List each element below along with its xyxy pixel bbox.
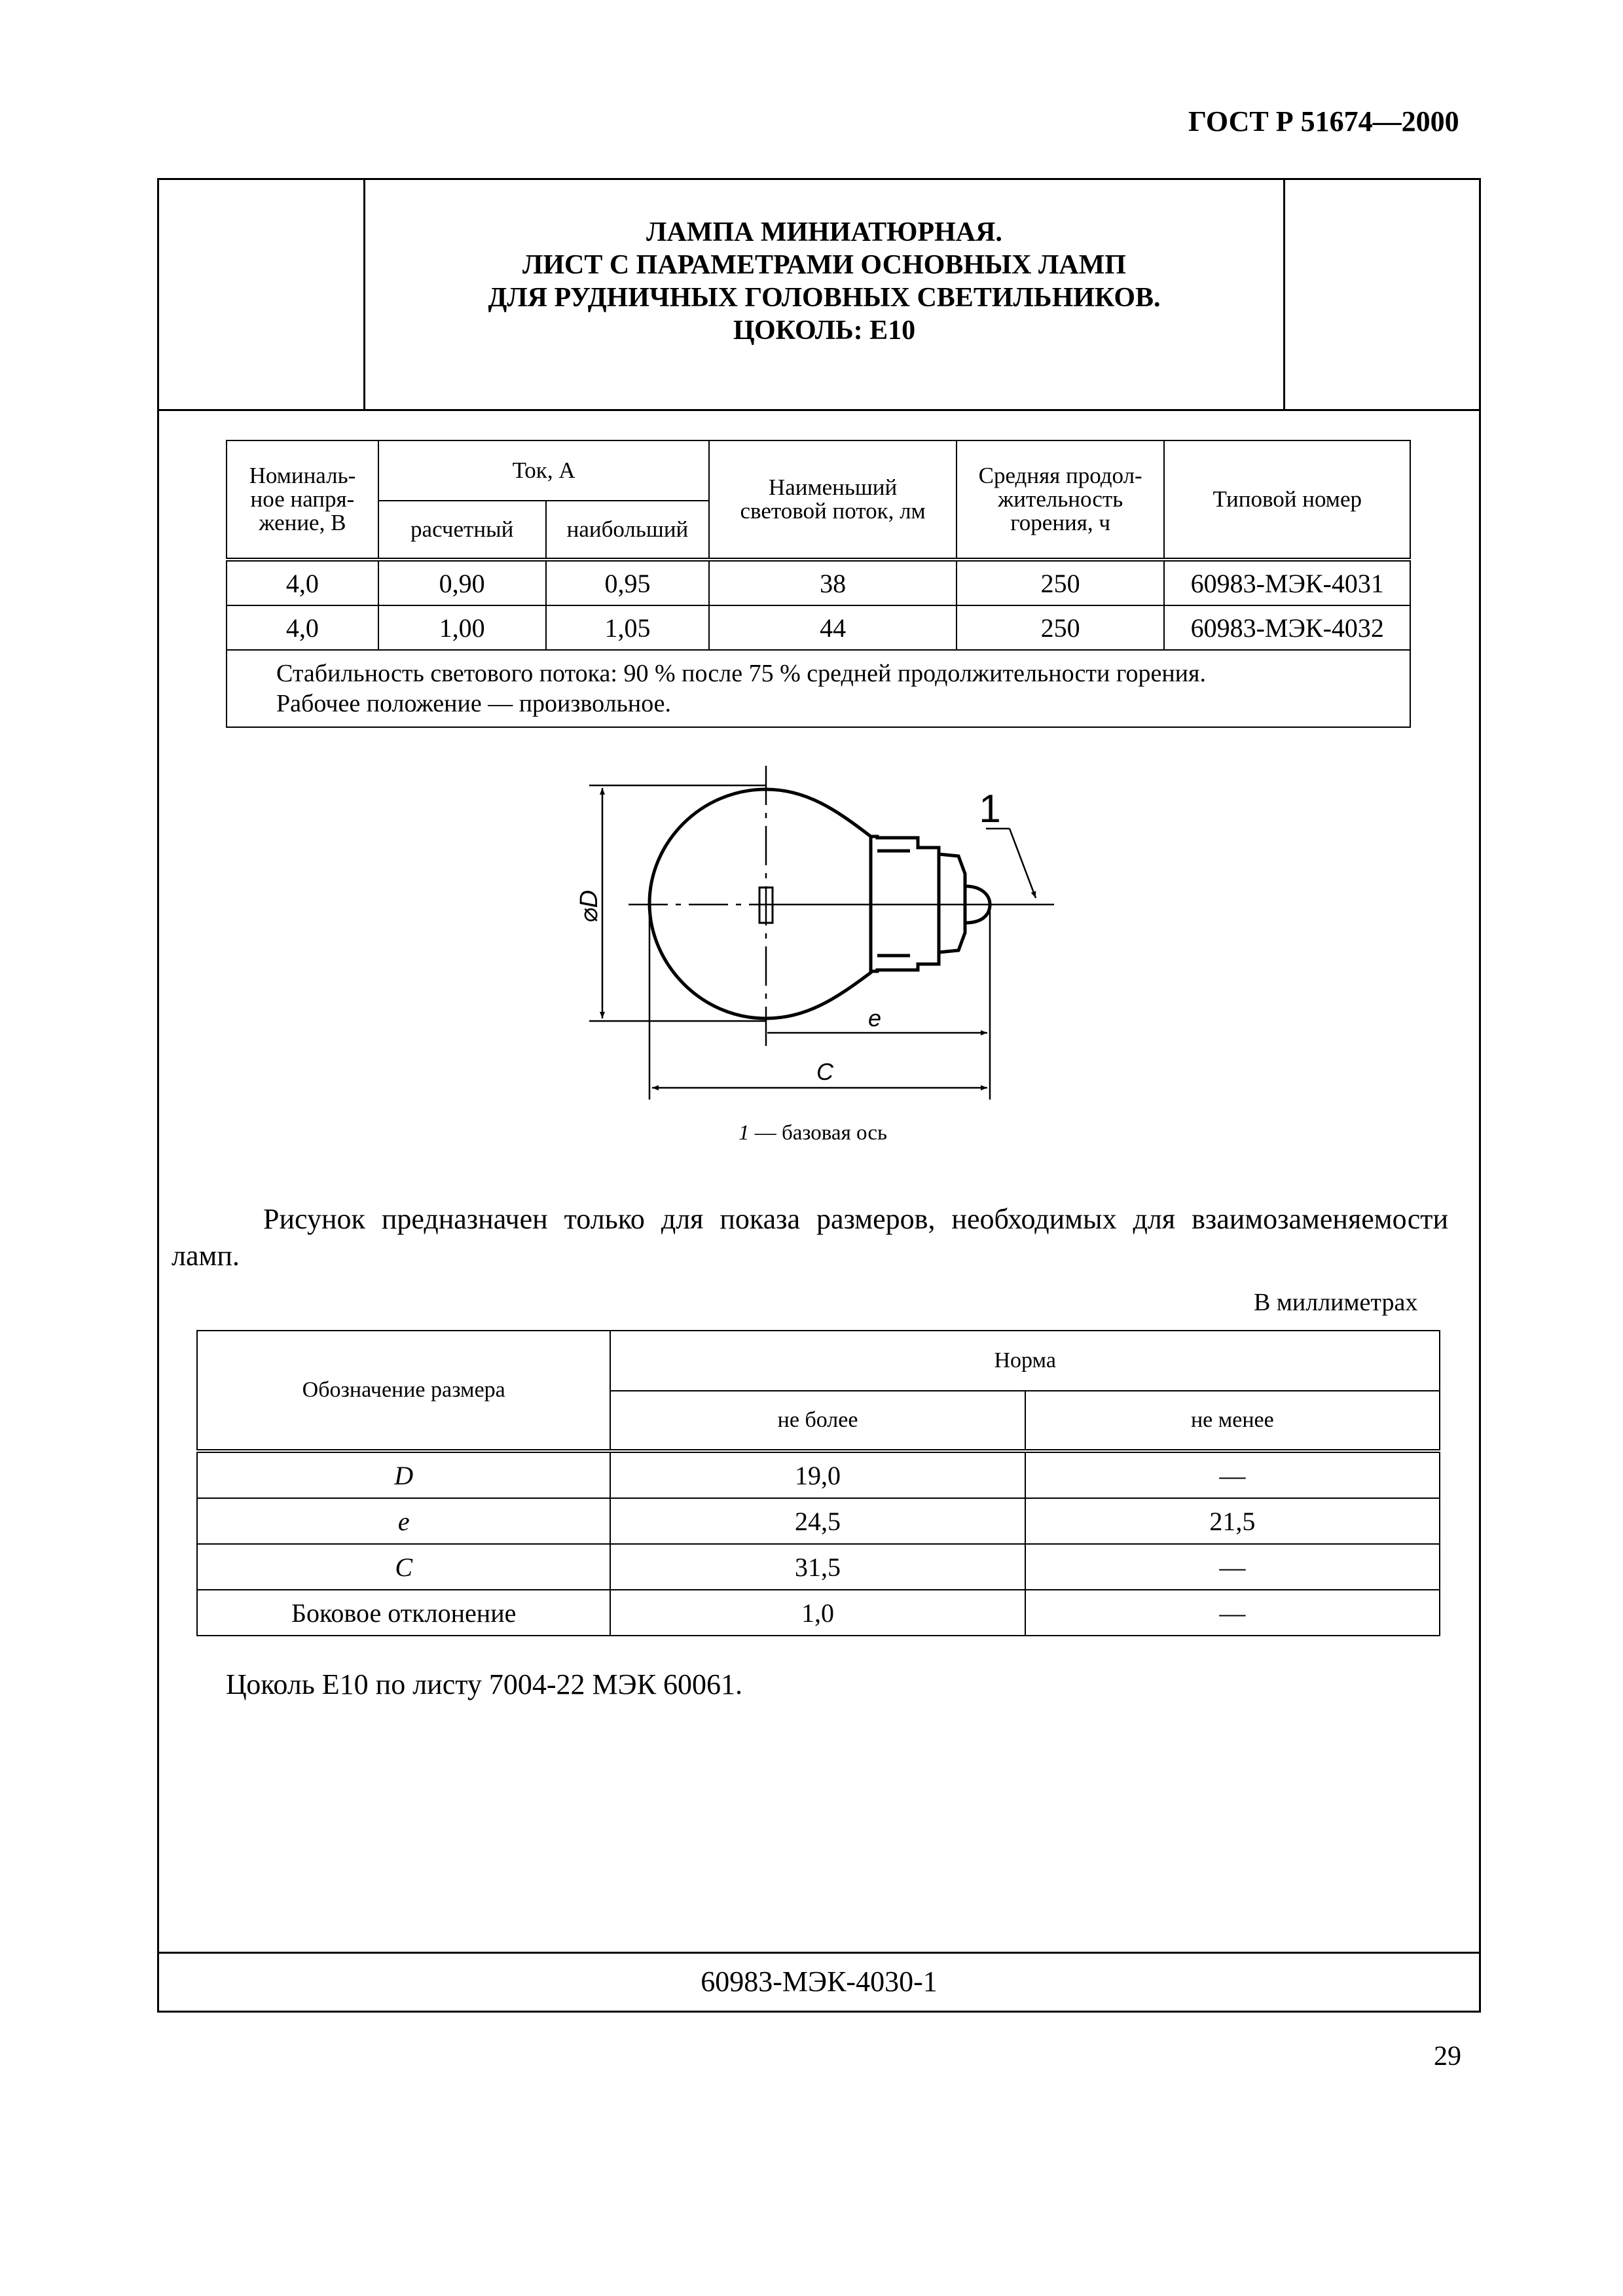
table-row bbox=[197, 1498, 1440, 1544]
table-row bbox=[197, 1544, 1440, 1590]
title-line: ЛАМПА МИНИАТЮРНАЯ. bbox=[646, 217, 1002, 247]
table-row bbox=[227, 560, 1410, 605]
header-symbol: Обозначение размера bbox=[197, 1331, 610, 1451]
lamp-drawing bbox=[563, 766, 1074, 1106]
header-current: Ток, А bbox=[378, 440, 710, 501]
cell-min: 21,5 bbox=[1025, 1498, 1440, 1544]
footer-sheet-code: 60983-МЭК-4030-1 bbox=[701, 1965, 938, 1998]
cell-symbol: Боковое отклонение bbox=[197, 1590, 610, 1636]
footer-divider bbox=[157, 1952, 1481, 1954]
header-life: Средняя продол- жительность горения, ч bbox=[957, 440, 1165, 560]
cell-max: 1,0 bbox=[610, 1590, 1025, 1636]
table-note bbox=[227, 650, 1410, 727]
label-e: e bbox=[867, 1005, 882, 1031]
header-max: не более bbox=[610, 1391, 1025, 1451]
base-note: Цоколь Е10 по листу 7004-22 МЭК 60061. bbox=[226, 1668, 743, 1700]
header-voltage: Номиналь- ное напря- жение, В bbox=[227, 440, 378, 560]
units-note: В миллиметрах bbox=[1254, 1289, 1418, 1316]
cell-type-number: 60983-МЭК-4032 bbox=[1164, 605, 1410, 650]
cell-life: 250 bbox=[957, 605, 1165, 650]
cell-voltage: 4,0 bbox=[227, 560, 378, 605]
cell-voltage: 4,0 bbox=[227, 605, 378, 650]
title-line: ЦОКОЛЬ: E10 bbox=[733, 315, 916, 346]
title-divider bbox=[157, 409, 1481, 411]
sheet-title bbox=[367, 216, 1282, 347]
cell-symbol: C bbox=[197, 1544, 610, 1590]
note-line: Стабильность светового потока: 90 % после 75 % средней продолжительности горения. bbox=[276, 660, 1206, 687]
cell-min: — bbox=[1025, 1451, 1440, 1498]
cell-symbol: e bbox=[197, 1498, 610, 1544]
table-row bbox=[197, 1590, 1440, 1636]
figure-caption bbox=[739, 1121, 887, 1145]
label-diameter: ⌀D bbox=[575, 889, 603, 924]
title-left-divider bbox=[363, 178, 365, 409]
header-type-number: Типовой номер bbox=[1164, 440, 1410, 560]
header-current-max: наибольший bbox=[546, 501, 710, 560]
label-c: C bbox=[816, 1058, 833, 1085]
cell-max: 31,5 bbox=[610, 1544, 1025, 1590]
standard-code: ГОСТ Р 51674—2000 bbox=[1188, 105, 1459, 137]
header-min: не менее bbox=[1025, 1391, 1440, 1451]
header-norm: Норма bbox=[610, 1331, 1440, 1391]
cell-max: 24,5 bbox=[610, 1498, 1025, 1544]
cell-current-calc: 1,00 bbox=[378, 605, 546, 650]
cell-flux: 44 bbox=[709, 605, 957, 650]
header-flux: Наименьший световой поток, лм bbox=[709, 440, 957, 560]
cell-min: — bbox=[1025, 1544, 1440, 1590]
title-line: ДЛЯ РУДНИЧНЫХ ГОЛОВНЫХ СВЕТИЛЬНИКОВ. bbox=[488, 283, 1161, 313]
dimensions-table bbox=[196, 1330, 1440, 1636]
title-right-divider bbox=[1283, 178, 1285, 409]
cell-symbol: D bbox=[197, 1451, 610, 1498]
lamp-parameters-table bbox=[226, 440, 1411, 728]
cell-current-max: 0,95 bbox=[546, 560, 710, 605]
label-callout: 1 bbox=[979, 787, 1001, 831]
caption-text: — базовая ось bbox=[749, 1121, 888, 1145]
table-row bbox=[197, 1451, 1440, 1498]
cell-type-number: 60983-МЭК-4031 bbox=[1164, 560, 1410, 605]
cell-current-calc: 0,90 bbox=[378, 560, 546, 605]
note-line: Рабочее положение — произвольное. bbox=[276, 690, 672, 717]
page-number: 29 bbox=[1434, 2041, 1461, 2072]
cell-life: 250 bbox=[957, 560, 1165, 605]
header-current-calc: расчетный bbox=[378, 501, 546, 560]
cell-flux: 38 bbox=[709, 560, 957, 605]
cell-max: 19,0 bbox=[610, 1451, 1025, 1498]
caption-number: 1 bbox=[739, 1121, 750, 1145]
cell-current-max: 1,05 bbox=[546, 605, 710, 650]
table-row bbox=[227, 605, 1410, 650]
cell-min: — bbox=[1025, 1590, 1440, 1636]
body-paragraph: Рисунок предназначен только для показа размеров, необходимых для взаимозаменяемости ламп. bbox=[172, 1203, 1448, 1272]
title-line: ЛИСТ С ПАРАМЕТРАМИ ОСНОВНЫХ ЛАМП bbox=[522, 250, 1126, 280]
